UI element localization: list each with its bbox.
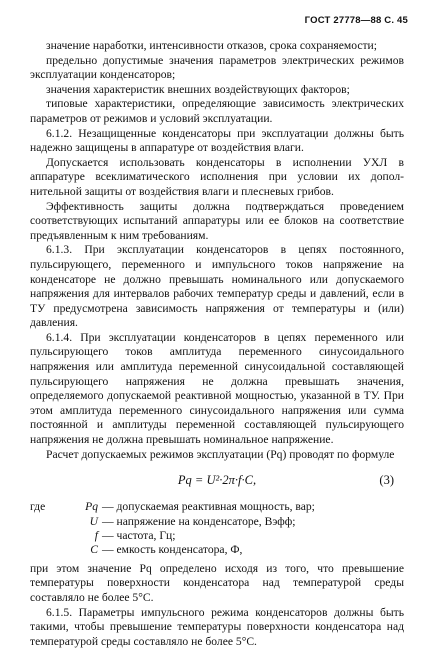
paragraph: при этом значение Pq определено исходя из того, что превышение температуры поверхности конденсатора над температурой среды составляло не более 5°С. [30,561,404,605]
legend-row [30,543,404,557]
list-item: типовые характеристики, определяющие зависимость электрических параметров от режимов и условий эксплуатации. [30,97,404,125]
list-item: значения характеристик внешних воздействующих факторов; [46,82,350,96]
legend-symbol: Pq [85,500,98,514]
list-item: значение наработки, интенсивности отказов, срока сохраняемости; [46,39,377,52]
section-6-1-4: 6.1.4. При эксплуатации конденсаторов в цепях переменного или пульсирующего токов амплитуда переменного синусоидального напряжения или амплитуда переменной синусоидальной составляющей пульсирующего напряжения не должна превышать значения, определяемого допускаемой реактивной мощностью, указанной в ТУ. При этом амплитуда переменного синусоидального напряжения или сумма постоянной и амплитуды переменной составляющей пульсирующего напряжения не должна превышать номинальное напряжение. [30,330,404,447]
formula-expression: Pq = U²·2π·f·C, [177,473,257,488]
paragraph: Эффективность защиты должна подтверждаться проведением соответствующих испытаний аппаратуры или ее блоков на соответствие предъявленным к ним требованиям. [30,199,404,242]
formula-number: (3) [379,473,394,488]
legend-symbol: C [90,543,98,557]
section-6-1-2: 6.1.2. Незащищенные конденсаторы при эксплуатации должны быть надежно защищены в аппаратуре от воздействия влаги. [30,126,404,155]
legend-symbol: U [89,514,98,528]
legend-text: — емкость конденсатора, Ф, [102,543,243,557]
document-body [30,39,404,649]
paragraph: Допускается использовать конденсаторы в исполнении УХЛ в аппаратуре всеклиматического исполнения при условии их дополнительной защиты от воздействия влаги и плесневых грибов. [30,155,404,198]
legend-row [30,515,404,529]
legend-text: — напряжение на конденсаторе, Вэфф; [102,514,296,528]
calc-intro: Расчет допускаемых режимов эксплуатации (Pq) проводят по формуле [46,447,395,461]
page-header: ГОСТ 27778—88 С. 45 [304,15,408,26]
section-6-1-5: 6.1.5. Параметры импульсного режима конденсаторов должны быть такими, чтобы превышение температуры поверхности конденсатора над температурой среды составляло не более 5°С. [30,605,404,648]
formula-3 [30,470,404,492]
list-item: предельно допустимые значения параметров электрических режимов эксплуатации конденсаторов; [30,53,404,82]
legend-text: — допускаемая реактивная мощность, вар; [102,500,315,514]
formula-legend [30,500,404,558]
legend-symbol: f [94,529,98,543]
section-6-1-3: 6.1.3. При эксплуатации конденсаторов в цепях постоянного, пульсирующего, переменного и импульсного токов напряжение на конденсаторе не должно превышать номинального или допускаемого напряжения для интервалов рабочих температур среды и давлений, если в ТУ предусмотрена зависимость напряжения от температуры и (или) давления. [30,243,404,330]
legend-row [30,529,404,543]
where-label: где [30,500,46,514]
legend-text: — частота, Гц; [102,529,176,543]
legend-row [30,500,404,514]
